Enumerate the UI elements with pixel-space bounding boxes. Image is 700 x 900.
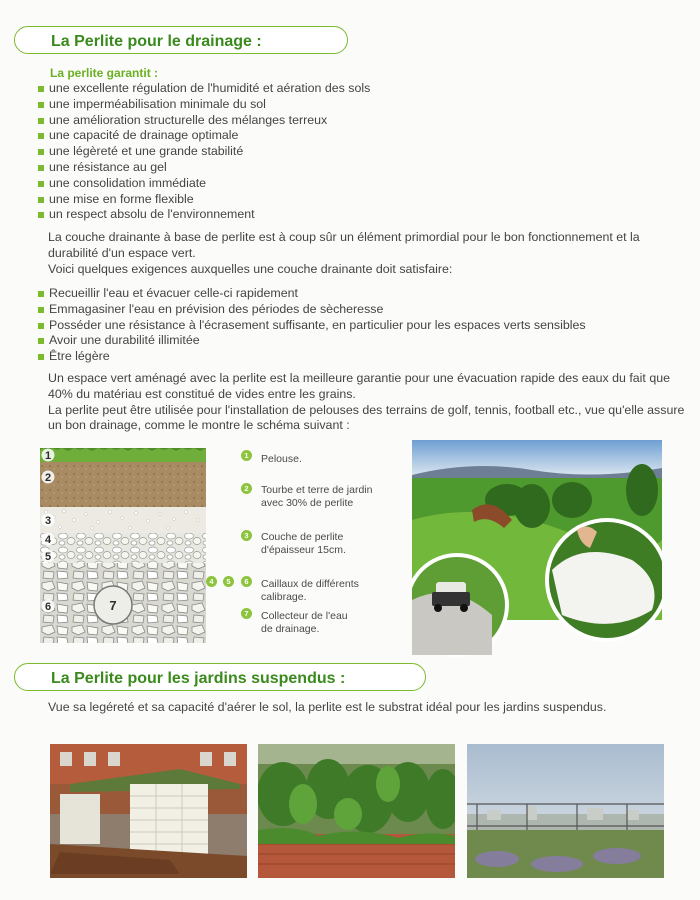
legend-text: de drainage. <box>261 623 320 635</box>
layer-number: 2 <box>44 472 52 484</box>
list-item: Emmagasiner l'eau en prévision des périodes de sècheresse <box>37 302 586 318</box>
legend-item <box>261 484 372 510</box>
list-item: une mise en forme flexible <box>37 192 370 208</box>
list-item: une imperméabilisation minimale du sol <box>37 97 370 113</box>
evacuation-paragraph <box>48 371 688 434</box>
list-item: une capacité de drainage optimale <box>37 128 370 144</box>
grass-blades-shape <box>40 448 206 462</box>
guarantees-subtitle: La perlite garantit : <box>50 66 159 80</box>
soil-layer <box>40 462 206 507</box>
legend-text: Pelouse. <box>261 453 302 465</box>
legend-text: Collecteur de l'eau <box>261 610 348 622</box>
section-drainage-title-box <box>14 26 348 54</box>
section-drainage-title: La Perlite pour le drainage : <box>51 33 262 50</box>
section-gardens-title: La Perlite pour les jardins suspendus : <box>51 670 346 687</box>
intro-paragraph <box>48 230 688 277</box>
layer-number: 3 <box>44 515 52 527</box>
list-item: un respect absolu de l'environnement <box>37 207 370 223</box>
drainage-layers-diagram <box>40 448 206 643</box>
list-item: une légèreté et une grande stabilité <box>37 144 370 160</box>
legend-text: Tourbe et terre de jardin <box>261 484 373 496</box>
list-item: Recueillir l'eau et évacuer celle-ci rapidement <box>37 286 586 302</box>
legend-text: avec 30% de perlite <box>261 497 354 509</box>
list-item: une résistance au gel <box>37 160 370 176</box>
legend-marker: 5 <box>223 576 234 587</box>
list-item: Être légère <box>37 349 586 365</box>
legend-marker: 7 <box>241 608 252 619</box>
section-gardens-title-box <box>14 663 426 691</box>
rooftop-bags-photo <box>50 744 247 878</box>
legend-item <box>261 531 346 557</box>
list-item: Avoir une durabilité illimitée <box>37 333 586 349</box>
legend-text: calibrage. <box>261 591 307 603</box>
fine-gravel-layer <box>40 533 206 563</box>
legend-item <box>261 610 348 636</box>
layer-number: 7 <box>109 598 117 613</box>
legend-text: d'épaisseur 15cm. <box>261 544 346 556</box>
list-item: une excellente régulation de l'humidité et aération des sols <box>37 81 370 97</box>
evacuation-text: Un espace vert aménagé avec la perlite est la meilleure garantie pour une évacuation rapide des eaux du fait que 40% du matériau est constitué de vides entre les grains. <box>48 371 670 401</box>
layer-number: 5 <box>44 551 52 563</box>
layer-number: 6 <box>44 601 52 613</box>
requirements-intro-text: Voici quelques exigences auxquelles une couche drainante doit satisfaire: <box>48 261 453 276</box>
green-wall-photo <box>258 744 455 878</box>
requirements-list <box>37 286 586 365</box>
legend-text: Caillaux de différents <box>261 578 359 590</box>
drainage-importance-text: La couche drainante à base de perlite est à coup sûr un élément primordial pour le bon fonctionnement et la durabilité d'un espace vert. <box>48 230 640 260</box>
layer-number: 4 <box>44 534 52 546</box>
legend-marker: 6 <box>241 576 252 587</box>
list-item: une consolidation immédiate <box>37 176 370 192</box>
usage-text: La perlite peut être utilisée pour l'installation de pelouses des terrains de golf, tennis, football etc., vue qu'elle assure un bon drainage, comme le montre le schéma suivant : <box>48 402 685 433</box>
guarantees-list <box>37 81 370 223</box>
list-item: Posséder une résistance à l'écrasement suffisante, en particulier pour les espaces verts sensibles <box>37 318 586 334</box>
layer-number: 1 <box>44 450 52 462</box>
legend-text: Couche de perlite <box>261 531 344 543</box>
legend-item <box>261 453 302 466</box>
rooftop-view-photo <box>467 744 664 878</box>
gardens-paragraph: Vue sa legéreté et sa capacité d'aérer le sol, la perlite est le substrat idéal pour les jardins suspendus. <box>48 700 607 714</box>
legend-marker: 2 <box>241 483 252 494</box>
legend-marker: 4 <box>206 576 217 587</box>
list-item: une amélioration structurelle des mélanges terreux <box>37 113 370 129</box>
legend-item <box>261 578 359 604</box>
legend-marker: 1 <box>241 450 252 461</box>
legend-marker: 3 <box>241 530 252 541</box>
golf-course-photo <box>412 440 662 660</box>
